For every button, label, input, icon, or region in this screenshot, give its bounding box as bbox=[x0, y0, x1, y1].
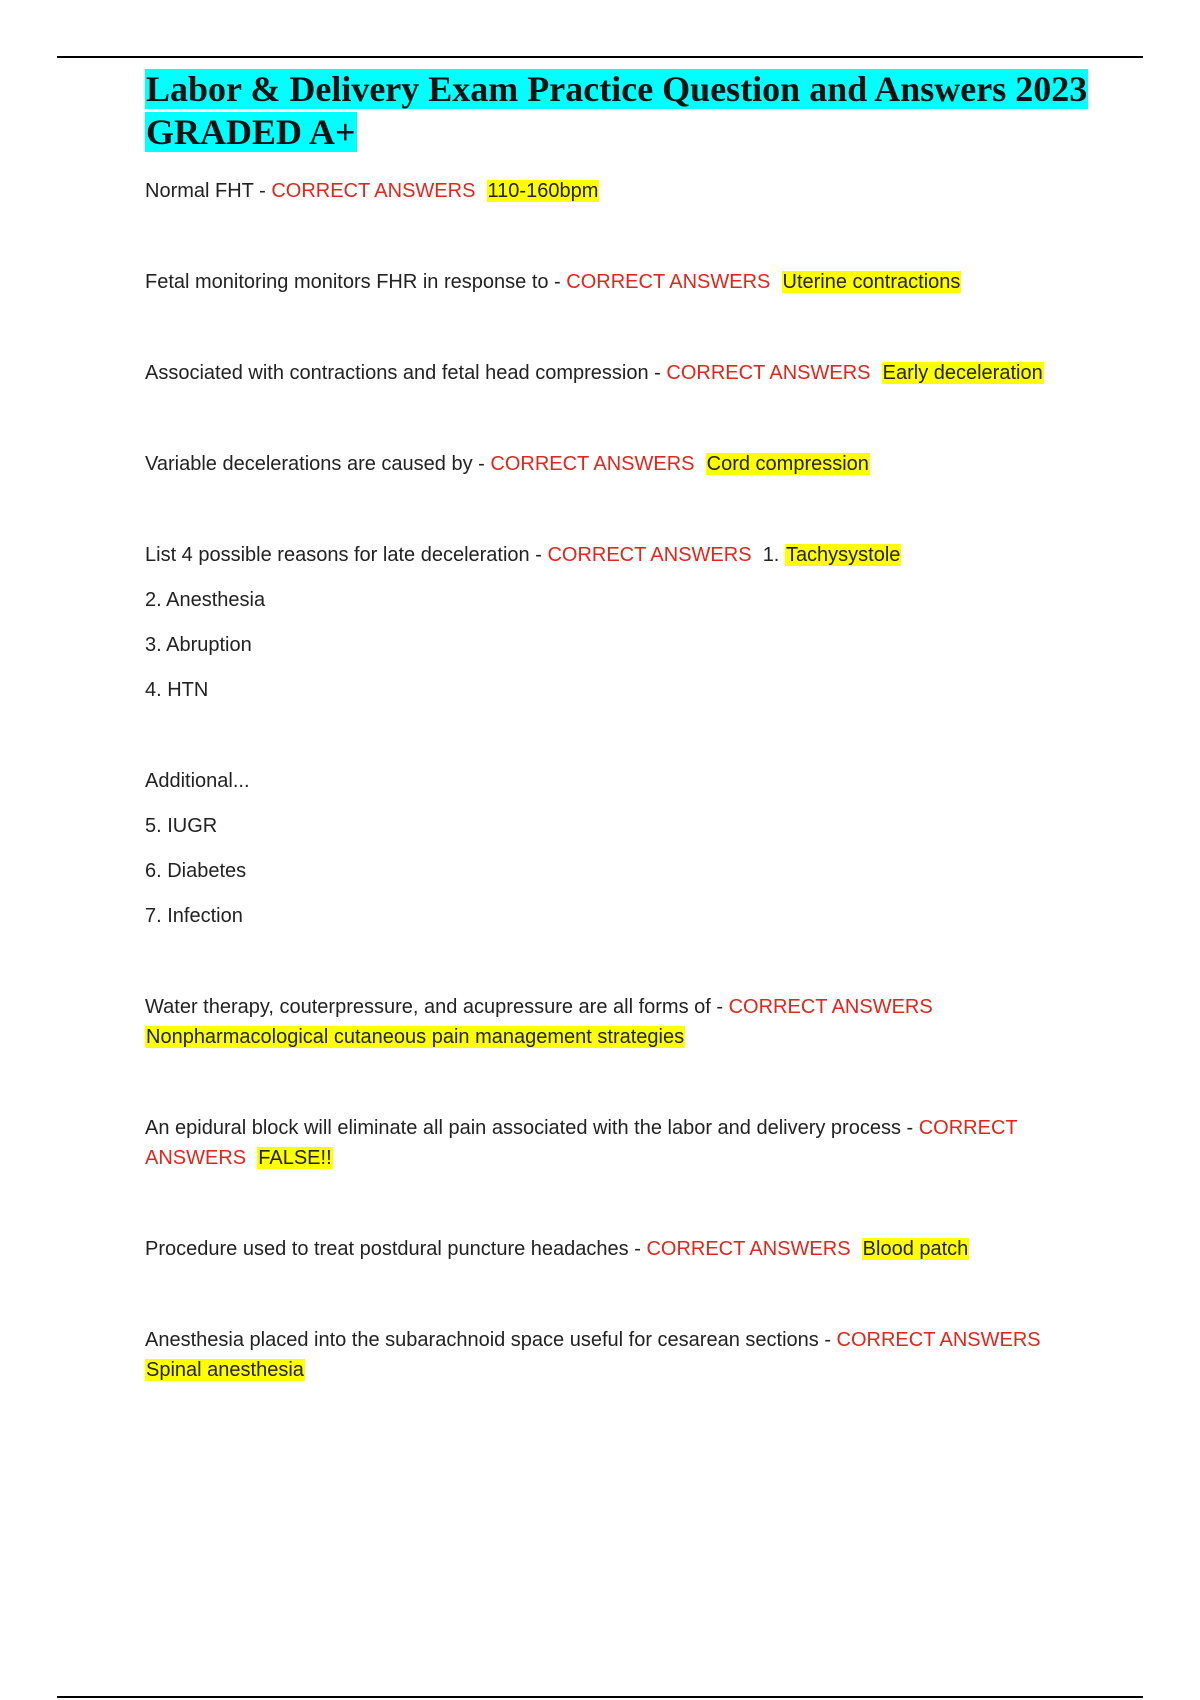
bottom-rule bbox=[57, 1696, 1143, 1698]
qa-item bbox=[145, 1234, 1095, 1264]
document-title bbox=[145, 68, 1095, 154]
list-item: 7. Infection bbox=[145, 905, 243, 927]
qa-item bbox=[145, 358, 1095, 388]
qa-item bbox=[145, 267, 1095, 297]
question-text: Variable decelerations are caused by - bbox=[145, 453, 491, 475]
question-text: Anesthesia placed into the subarachnoid space useful for cesarean sections - bbox=[145, 1329, 837, 1351]
correct-answers-tag: CORRECT ANSWERS bbox=[646, 1238, 851, 1260]
list-item: 2. Anesthesia bbox=[145, 589, 266, 611]
answer-text: Tachysystole bbox=[785, 544, 901, 566]
question-text: An epidural block will eliminate all pain associated with the labor and delivery process - bbox=[145, 1117, 919, 1139]
answer-text: Uterine contractions bbox=[782, 271, 961, 293]
late-decel-list bbox=[145, 585, 1095, 705]
answer-text: FALSE!! bbox=[258, 1147, 332, 1169]
answer-text: Early deceleration bbox=[882, 362, 1043, 384]
qa-item bbox=[145, 992, 1095, 1052]
answer-text: Cord compression bbox=[706, 453, 869, 475]
question-text: List 4 possible reasons for late deceleration - bbox=[145, 544, 548, 566]
correct-answers-tag: CORRECT ANSWERS bbox=[836, 1329, 1041, 1351]
question-text: Water therapy, couterpressure, and acupressure are all forms of - bbox=[145, 996, 729, 1018]
qa-item bbox=[145, 540, 1095, 570]
question-text: Fetal monitoring monitors FHR in response to - bbox=[145, 271, 567, 293]
correct-answers-tag: CORRECT ANSWERS bbox=[728, 996, 933, 1018]
question-text: Normal FHT - bbox=[145, 180, 272, 202]
list-item: 3. Abruption bbox=[145, 634, 252, 656]
answer-text: Nonpharmacological cutaneous pain management strategies bbox=[146, 1026, 685, 1048]
additional-list bbox=[145, 811, 1095, 931]
list-item: 4. HTN bbox=[145, 679, 209, 701]
correct-answers-tag: CORRECT ANSWERS bbox=[271, 180, 476, 202]
additional-heading: Additional... bbox=[145, 770, 250, 792]
correct-answers-tag: CORRECT ANSWERS bbox=[547, 544, 752, 566]
list-item: 5. IUGR bbox=[145, 815, 218, 837]
document-body bbox=[145, 68, 1095, 1385]
correct-answers-tag: CORRECT ANSWERS bbox=[145, 1117, 1018, 1169]
answer-prefix: 1. bbox=[762, 544, 785, 566]
answer-text: Spinal anesthesia bbox=[146, 1359, 304, 1381]
correct-answers-tag: CORRECT ANSWERS bbox=[566, 271, 771, 293]
title-highlight: Labor & Delivery Exam Practice Question and Answers 2023 GRADED A+ bbox=[146, 69, 1088, 152]
top-rule bbox=[57, 56, 1143, 58]
question-text: Associated with contractions and fetal head compression - bbox=[145, 362, 667, 384]
correct-answers-tag: CORRECT ANSWERS bbox=[666, 362, 871, 384]
qa-item bbox=[145, 176, 1095, 206]
qa-item bbox=[145, 1325, 1095, 1385]
correct-answers-tag: CORRECT ANSWERS bbox=[490, 453, 695, 475]
qa-item bbox=[145, 1113, 1095, 1173]
answer-text: 110-160bpm bbox=[487, 180, 599, 202]
qa-item bbox=[145, 449, 1095, 479]
list-item: 6. Diabetes bbox=[145, 860, 247, 882]
answer-text: Blood patch bbox=[862, 1238, 969, 1260]
question-text: Procedure used to treat postdural puncture headaches - bbox=[145, 1238, 647, 1260]
